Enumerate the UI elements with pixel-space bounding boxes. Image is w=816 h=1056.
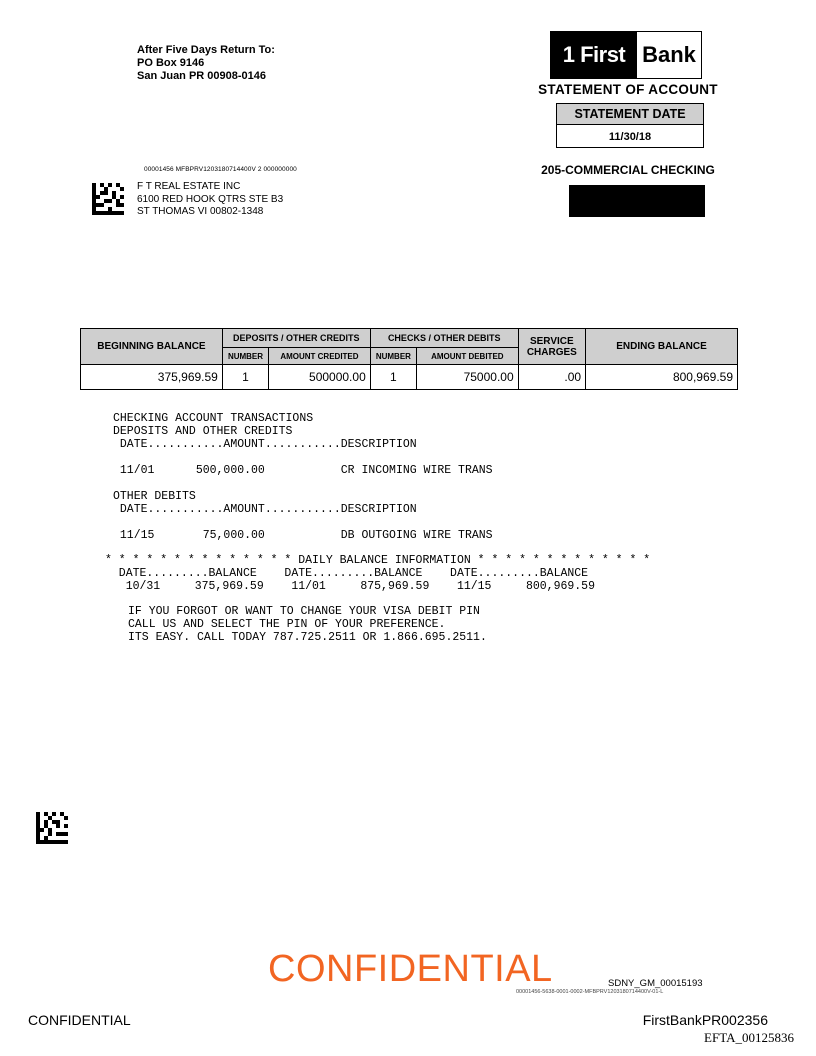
logo-bank: Bank [637,32,701,78]
header-deposit-number: NUMBER [222,348,268,365]
header-debit-number: NUMBER [370,348,416,365]
header-checks: CHECKS / OTHER DEBITS [370,329,518,348]
credits-column-header: DATE...........AMOUNT...........DESCRIPTION [113,438,417,451]
return-address-line1: After Five Days Return To: [137,44,275,56]
barcode-2d-icon-lower [36,812,68,844]
bates-number: FirstBankPR002356 [642,1012,768,1028]
confidential-stamp: CONFIDENTIAL [268,948,553,990]
header-service-charges: SERVICE CHARGES [518,329,585,365]
credit-row: 11/01 500,000.00 CR INCOMING WIRE TRANS [113,464,493,477]
redacted-account-number [569,185,705,217]
service-charges-value: .00 [518,365,585,390]
daily-balance-title: * * * * * * * * * * * * * * DAILY BALANCE INFORMATION * * * * * * * * * * * * * [105,554,651,567]
header-deposits: DEPOSITS / OTHER CREDITS [222,329,370,348]
amount-credited-value: 500000.00 [269,365,371,390]
statement-title: STATEMENT OF ACCOUNT [538,82,718,97]
account-summary-table [80,328,738,390]
account-type: 205-COMMERCIAL CHECKING [541,163,715,177]
confidential-label: CONFIDENTIAL [28,1012,131,1028]
debit-count-value: 1 [370,365,416,390]
debits-section-title: OTHER DEBITS [113,490,196,503]
deposit-count-value: 1 [222,365,268,390]
recipient-street: 6100 RED HOOK QTRS STE B3 [137,193,284,205]
notice-line1: IF YOU FORGOT OR WANT TO CHANGE YOUR VISA DEBIT PIN [128,605,480,618]
daily-balance-header: DATE.........BALANCE DATE.........BALANCE DATE.........BALANCE [105,567,589,580]
notice-line2: CALL US AND SELECT THE PIN OF YOUR PREFERENCE. [128,618,446,631]
return-address-line3: San Juan PR 00908-0146 [137,70,267,82]
logo-first: 1 First [551,32,637,78]
efta-number: EFTA_00125836 [704,1030,794,1045]
tiny-code: 00001456-5638-0001-0002-MFBPRV1203180714400V-01-L [516,989,664,995]
return-address-line2: PO Box 9146 [137,57,205,69]
transactions-title: CHECKING ACCOUNT TRANSACTIONS [113,412,314,425]
statement-date-value: 11/30/18 [608,131,652,143]
credits-section-title: DEPOSITS AND OTHER CREDITS [113,425,293,438]
sdny-bates: SDNY_GM_00015193 [608,978,703,989]
mail-code: 00001456 MFBPRV1203180714400V 2 000000000 [144,166,297,173]
statement-date-label: STATEMENT DATE [557,104,703,125]
recipient-address [137,181,283,219]
bank-logo [550,31,702,79]
beginning-balance-value: 375,969.59 [81,365,223,390]
header-ending-balance: ENDING BALANCE [586,329,738,365]
header-amount-debited: AMOUNT DEBITED [417,348,519,365]
ending-balance-value: 800,969.59 [586,365,738,390]
barcode-2d-icon [92,183,124,215]
notice-line3: ITS EASY. CALL TODAY 787.725.2511 OR 1.866.695.2511. [128,631,487,644]
daily-balance-row: 10/31 375,969.59 11/01 875,969.59 11/15 800,969.59 [105,580,595,593]
debit-row: 11/15 75,000.00 DB OUTGOING WIRE TRANS [113,529,493,542]
return-address [137,44,275,83]
header-amount-credited: AMOUNT CREDITED [269,348,371,365]
header-beginning-balance: BEGINNING BALANCE [81,329,223,365]
amount-debited-value: 75000.00 [417,365,519,390]
recipient-city: ST THOMAS VI 00802-1348 [137,206,264,217]
recipient-name: F T REAL ESTATE INC [137,181,241,192]
debits-column-header: DATE...........AMOUNT...........DESCRIPTION [113,503,417,516]
statement-date-box [556,103,704,148]
